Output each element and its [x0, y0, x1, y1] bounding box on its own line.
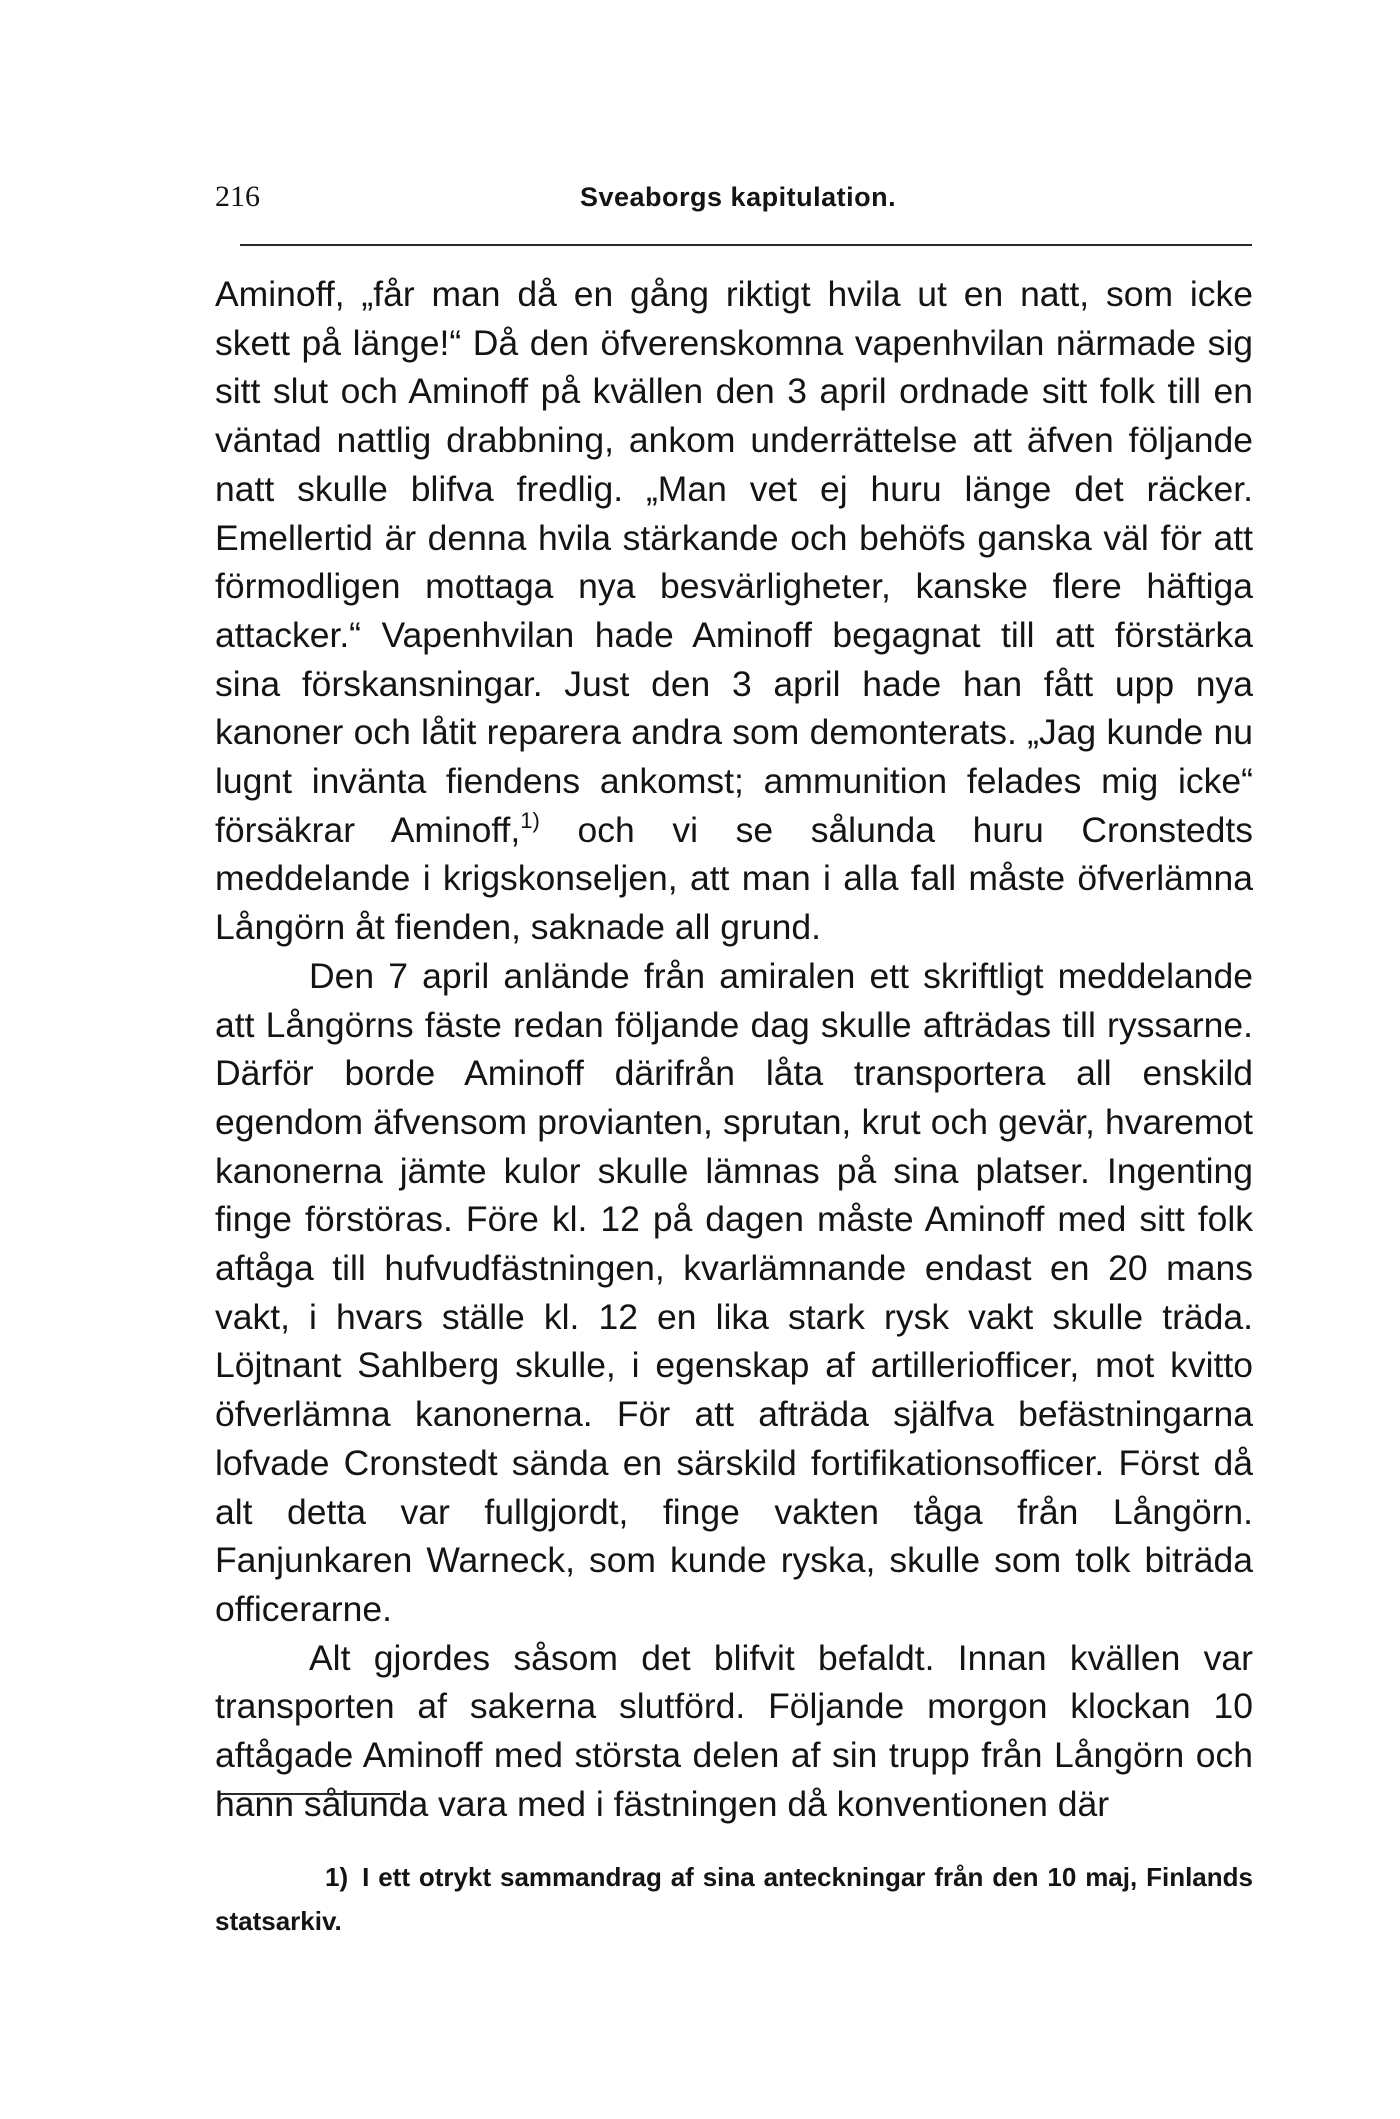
- paragraph-3: Alt gjordes såsom det blifvit befaldt. Innan kvällen var transporten af sakerna slutförd. Följande morgon klockan 10 aftågade Aminoff med största delen af sin trupp från Långörn och hann sålunda vara med i fästningen då konventionen där: [215, 1637, 1253, 1824]
- footnote-rule: [220, 1793, 400, 1795]
- paragraph-1: [215, 270, 1253, 952]
- paragraph-2: Den 7 april anlände från amiralen ett skriftligt meddelande att Långörns fäste redan följande dag skulle afträdas till ryssarne. Därför borde Aminoff därifrån låta transportera all enskild egendom äfvensom provianten, sprutan, krut och gevär, hvaremot kanonerna jämte kulor skulle lämnas på sina platser. Ingenting finge förstöras. Före kl. 12 på dagen måste Aminoff med sitt folk aftåga till hufvudfästningen, kvarlämnande endast en 20 mans vakt, i hvars ställe kl. 12 en lika stark rysk vakt skulle träda. Löjtnant Sahlberg skulle, i egenskap af artilleriofficer, mot kvitto öfverlämna kanonerna. För att afträda själfva befästningarna lofvade Cronstedt sända en särskild fortifikationsofficer. Först då alt detta var fullgjordt, finge vakten tåga från Långörn. Fanjunkaren Warneck, som kunde ryska, skulle som tolk biträda officerarne.: [215, 955, 1253, 1629]
- running-head: Sveaborgs kapitulation.: [580, 182, 897, 212]
- footnote-marker: 1): [325, 1862, 349, 1892]
- page-header: [215, 180, 1253, 220]
- page-number: 216: [215, 180, 260, 213]
- footnote: [215, 1855, 1253, 1943]
- header-rule: [240, 244, 1252, 246]
- footnote-text: I ett otrykt sammandrag af sina anteckningar från den 10 maj, Finlands statsarkiv.: [215, 1862, 1253, 1936]
- paragraph-1-text: Aminoff, „får man då en gång riktigt hvila ut en natt, som icke skett på länge!“ Då den öfverenskomna vapenhvilan närmade sig sitt slut och Aminoff på kvällen den 3 april ordnade sitt folk till en väntad nattlig drabbning, ankom underrättelse att äfven följande natt skulle blifva fredlig. „Man vet ej huru länge det räcker. Emellertid är denna hvila stärkande och behöfs ganska väl för att förmodligen mottaga nya besvärligheter, kanske flere häftiga attacker.“ Vapenhvilan hade Aminoff begagnat till att förstärka sina förskansningar. Just den 3 april hade han fått upp nya kanoner och låtit reparera andra som demonterats. „Jag kunde nu lugnt invänta fiendens ankomst; ammunition felades mig icke“ försäkrar Aminoff,: [215, 274, 1253, 850]
- paragraph-1-continuation: och vi se sålunda huru Cronstedts meddelande i krigskonseljen, att man i alla fall måste öfverlämna Långörn åt fienden, saknade all grund.: [215, 809, 1253, 948]
- footnote-reference: 1): [520, 807, 540, 833]
- body-text: [215, 270, 1253, 1829]
